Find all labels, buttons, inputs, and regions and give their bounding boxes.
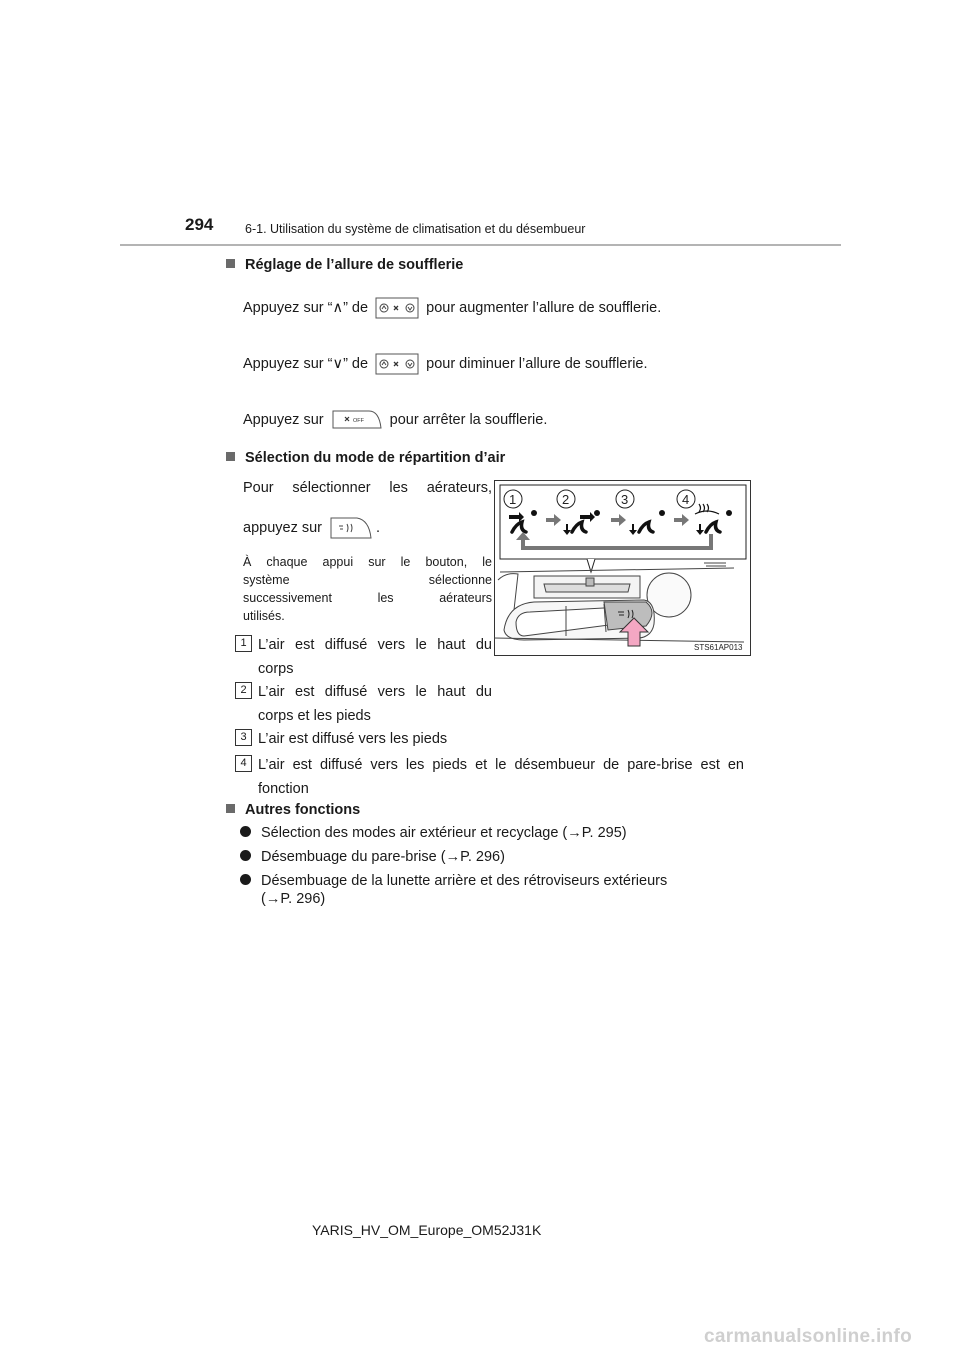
bullet-icon bbox=[240, 850, 251, 861]
other-bullet-3: Désembuage de la lunette arrière et des rétroviseurs extérieurs bbox=[240, 869, 667, 893]
fan-speed-button-icon bbox=[375, 353, 419, 375]
other-functions-heading: Autres fonctions bbox=[226, 802, 360, 818]
callout-1: 1 bbox=[509, 492, 517, 507]
document-id: YARIS_HV_OM_Europe_OM52J31K bbox=[312, 1222, 542, 1238]
section-title: 6-1. Utilisation du système de climatisation et du désembueur bbox=[245, 222, 586, 236]
header-divider bbox=[120, 244, 841, 246]
other-bullet-1: Sélection des modes air extérieur et recyclage (→P. 295) bbox=[240, 821, 627, 845]
callout-2: 2 bbox=[562, 492, 570, 507]
air-mode-intro-line1: Pour sélectionner les aérateurs, bbox=[243, 480, 492, 496]
watermark: carmanualsonline.info bbox=[704, 1326, 912, 1347]
figure-code: STS61AP013 bbox=[694, 643, 743, 652]
page-number: 294 bbox=[185, 215, 214, 234]
air-mode-heading: Sélection du mode de répartition d’air bbox=[226, 450, 505, 466]
air-mode-diagram bbox=[494, 480, 751, 656]
callout-3: 3 bbox=[621, 492, 629, 507]
fan-speed-button-icon bbox=[375, 297, 419, 319]
callout-4: 4 bbox=[682, 492, 690, 507]
section-square-icon bbox=[226, 452, 235, 461]
air-mode-note: À chaque appui sur le bouton, le système sélectionne successivement les aérateurs utilisés. bbox=[243, 555, 492, 623]
fan-off-line: Appuyez sur OFF pour arrêter la soufflerie. bbox=[243, 408, 547, 432]
other-bullet-3-ref: (→P. 296) bbox=[261, 891, 326, 907]
fan-speed-heading: Réglage de l’allure de soufflerie bbox=[226, 257, 463, 273]
fan-off-button-icon bbox=[331, 408, 383, 432]
svg-text:OFF: OFF bbox=[352, 418, 364, 425]
fan-decrease-line: Appuyez sur “∨” de pour diminuer l’allure de soufflerie. bbox=[243, 352, 648, 376]
air-mode-intro-line2: appuyez sur . bbox=[243, 514, 380, 542]
section-square-icon bbox=[226, 804, 235, 813]
section-square-icon bbox=[226, 259, 235, 268]
bullet-icon bbox=[240, 874, 251, 885]
air-mode-figure bbox=[494, 480, 751, 656]
air-mode-button-icon bbox=[329, 514, 373, 542]
bullet-icon bbox=[240, 826, 251, 837]
fan-increase-line: Appuyez sur “∧” de pour augmenter l’allure de soufflerie. bbox=[243, 296, 661, 320]
other-bullet-2: Désembuage du pare-brise (→P. 296) bbox=[240, 845, 505, 869]
